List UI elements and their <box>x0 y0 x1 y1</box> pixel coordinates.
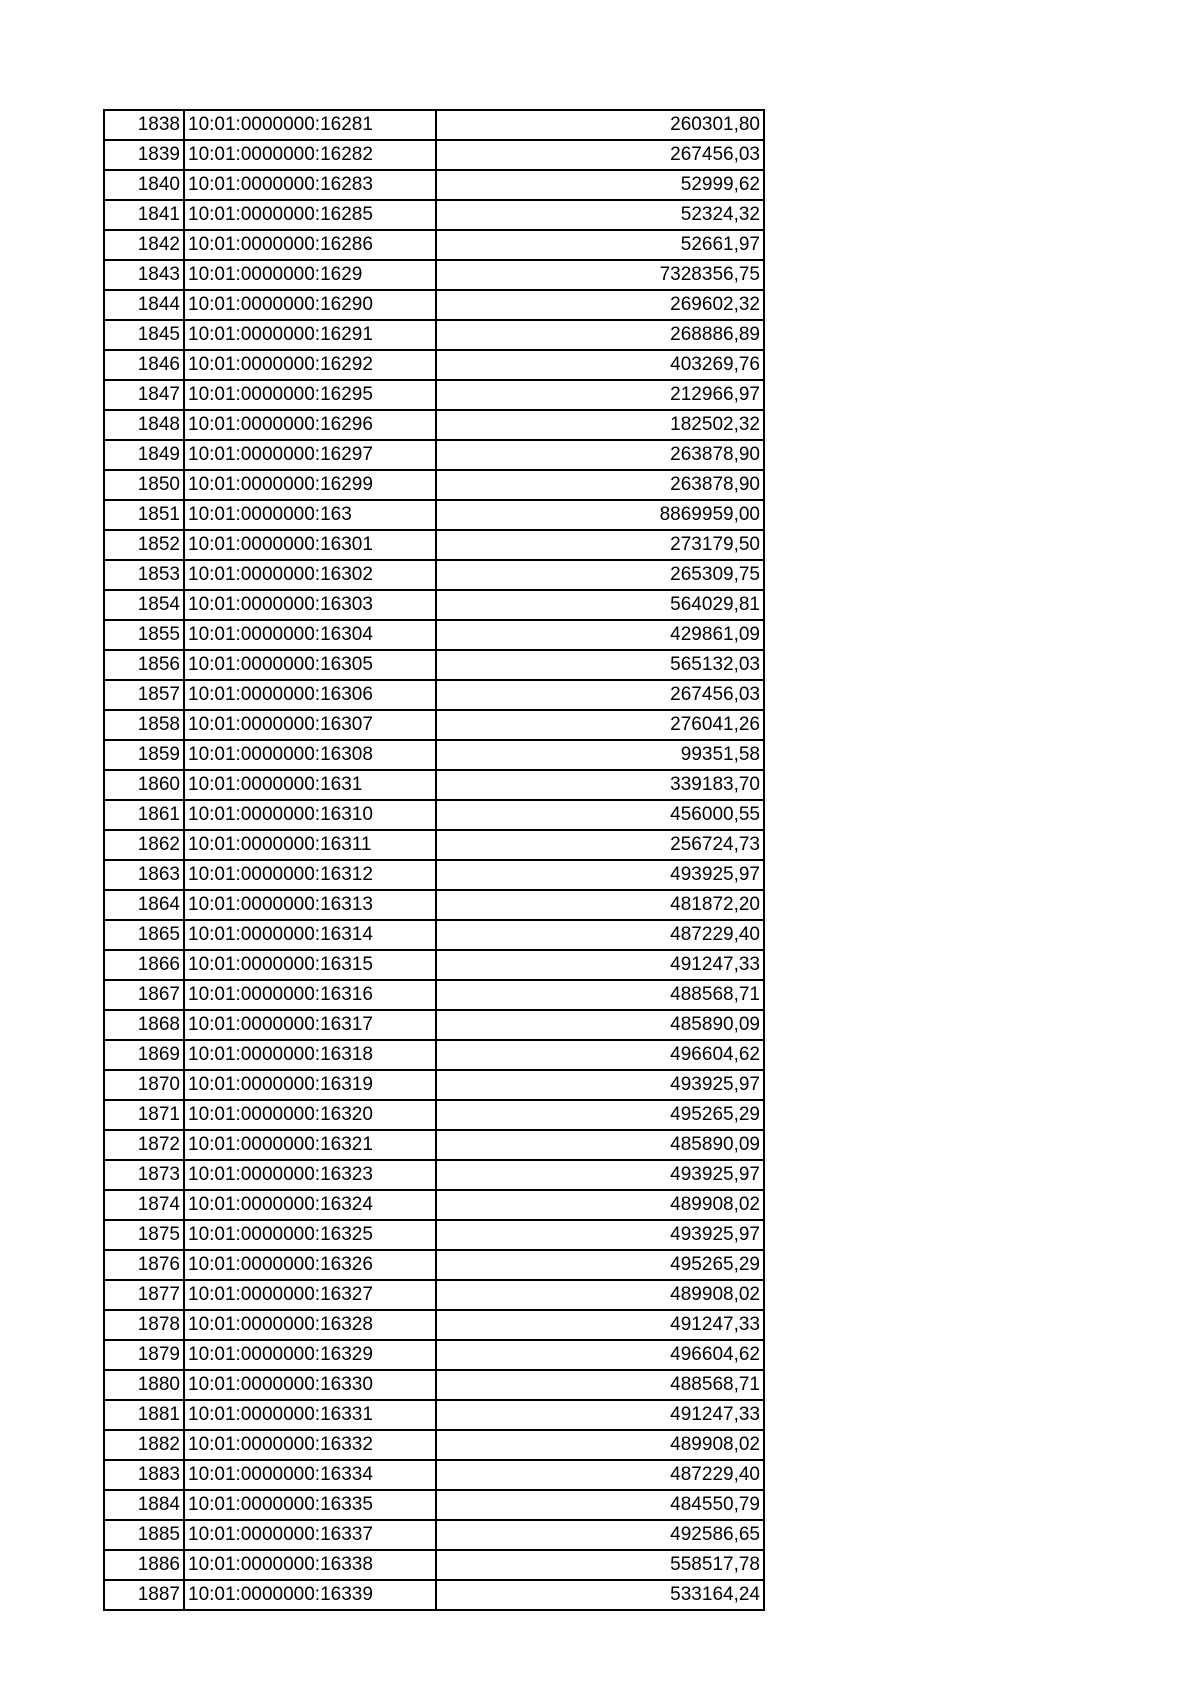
cadastral-number-cell: 10:01:0000000:16310 <box>184 800 436 830</box>
cadastral-number-cell: 10:01:0000000:16327 <box>184 1280 436 1310</box>
row-number-cell: 1849 <box>104 440 184 470</box>
row-number-cell: 1855 <box>104 620 184 650</box>
cadastral-number-cell: 10:01:0000000:16281 <box>184 110 436 140</box>
row-number-cell: 1854 <box>104 590 184 620</box>
value-cell: 565132,03 <box>436 650 764 680</box>
value-cell: 273179,50 <box>436 530 764 560</box>
row-number-cell: 1840 <box>104 170 184 200</box>
table-row <box>104 680 764 710</box>
table-row <box>104 1400 764 1430</box>
value-cell: 487229,40 <box>436 920 764 950</box>
value-cell: 491247,33 <box>436 1400 764 1430</box>
row-number-cell: 1869 <box>104 1040 184 1070</box>
row-number-cell: 1877 <box>104 1280 184 1310</box>
table-row <box>104 1430 764 1460</box>
table-row <box>104 140 764 170</box>
row-number-cell: 1862 <box>104 830 184 860</box>
value-cell: 267456,03 <box>436 140 764 170</box>
row-number-cell: 1859 <box>104 740 184 770</box>
cadastral-number-cell: 10:01:0000000:16319 <box>184 1070 436 1100</box>
cadastral-number-cell: 10:01:0000000:16296 <box>184 410 436 440</box>
value-cell: 269602,32 <box>436 290 764 320</box>
table-row <box>104 1070 764 1100</box>
row-number-cell: 1839 <box>104 140 184 170</box>
row-number-cell: 1844 <box>104 290 184 320</box>
row-number-cell: 1851 <box>104 500 184 530</box>
row-number-cell: 1861 <box>104 800 184 830</box>
table-row <box>104 1190 764 1220</box>
row-number-cell: 1842 <box>104 230 184 260</box>
row-number-cell: 1853 <box>104 560 184 590</box>
table-row <box>104 200 764 230</box>
value-cell: 52999,62 <box>436 170 764 200</box>
value-cell: 263878,90 <box>436 440 764 470</box>
table-row <box>104 770 764 800</box>
row-number-cell: 1858 <box>104 710 184 740</box>
table-body <box>104 110 764 1610</box>
cadastral-number-cell: 10:01:0000000:16295 <box>184 380 436 410</box>
row-number-cell: 1856 <box>104 650 184 680</box>
cadastral-number-cell: 10:01:0000000:16334 <box>184 1460 436 1490</box>
cadastral-number-cell: 10:01:0000000:16339 <box>184 1580 436 1610</box>
cadastral-number-cell: 10:01:0000000:16314 <box>184 920 436 950</box>
cadastral-number-cell: 10:01:0000000:16313 <box>184 890 436 920</box>
table-row <box>104 290 764 320</box>
cadastral-number-cell: 10:01:0000000:16324 <box>184 1190 436 1220</box>
cadastral-number-cell: 10:01:0000000:16320 <box>184 1100 436 1130</box>
row-number-cell: 1876 <box>104 1250 184 1280</box>
value-cell: 484550,79 <box>436 1490 764 1520</box>
table-row <box>104 230 764 260</box>
row-number-cell: 1875 <box>104 1220 184 1250</box>
row-number-cell: 1880 <box>104 1370 184 1400</box>
row-number-cell: 1871 <box>104 1100 184 1130</box>
table-row <box>104 1040 764 1070</box>
data-table <box>103 109 765 1611</box>
value-cell: 533164,24 <box>436 1580 764 1610</box>
cadastral-number-cell: 10:01:0000000:16290 <box>184 290 436 320</box>
row-number-cell: 1865 <box>104 920 184 950</box>
table-row <box>104 470 764 500</box>
cadastral-number-cell: 10:01:0000000:16337 <box>184 1520 436 1550</box>
row-number-cell: 1867 <box>104 980 184 1010</box>
value-cell: 339183,70 <box>436 770 764 800</box>
cadastral-number-cell: 10:01:0000000:16282 <box>184 140 436 170</box>
value-cell: 276041,26 <box>436 710 764 740</box>
table-row <box>104 380 764 410</box>
value-cell: 491247,33 <box>436 950 764 980</box>
cadastral-number-cell: 10:01:0000000:16332 <box>184 1430 436 1460</box>
cadastral-number-cell: 10:01:0000000:16335 <box>184 1490 436 1520</box>
cadastral-number-cell: 10:01:0000000:16329 <box>184 1340 436 1370</box>
row-number-cell: 1863 <box>104 860 184 890</box>
row-number-cell: 1864 <box>104 890 184 920</box>
row-number-cell: 1845 <box>104 320 184 350</box>
table-row <box>104 920 764 950</box>
table-row <box>104 950 764 980</box>
value-cell: 558517,78 <box>436 1550 764 1580</box>
table-row <box>104 740 764 770</box>
table-row <box>104 410 764 440</box>
table-row <box>104 650 764 680</box>
value-cell: 99351,58 <box>436 740 764 770</box>
row-number-cell: 1874 <box>104 1190 184 1220</box>
value-cell: 495265,29 <box>436 1100 764 1130</box>
row-number-cell: 1884 <box>104 1490 184 1520</box>
table-row <box>104 1310 764 1340</box>
row-number-cell: 1886 <box>104 1550 184 1580</box>
value-cell: 496604,62 <box>436 1040 764 1070</box>
table-row <box>104 350 764 380</box>
cadastral-number-cell: 10:01:0000000:16315 <box>184 950 436 980</box>
table-row <box>104 890 764 920</box>
table-row <box>104 530 764 560</box>
cadastral-number-cell: 10:01:0000000:16299 <box>184 470 436 500</box>
value-cell: 52324,32 <box>436 200 764 230</box>
table-row <box>104 590 764 620</box>
row-number-cell: 1873 <box>104 1160 184 1190</box>
cadastral-number-cell: 10:01:0000000:163 <box>184 500 436 530</box>
cadastral-number-cell: 10:01:0000000:16325 <box>184 1220 436 1250</box>
value-cell: 481872,20 <box>436 890 764 920</box>
row-number-cell: 1879 <box>104 1340 184 1370</box>
cadastral-number-cell: 10:01:0000000:16330 <box>184 1370 436 1400</box>
table-row <box>104 1250 764 1280</box>
row-number-cell: 1860 <box>104 770 184 800</box>
cadastral-number-cell: 10:01:0000000:16302 <box>184 560 436 590</box>
value-cell: 487229,40 <box>436 1460 764 1490</box>
cadastral-number-cell: 10:01:0000000:16308 <box>184 740 436 770</box>
cadastral-number-cell: 10:01:0000000:16301 <box>184 530 436 560</box>
cadastral-number-cell: 10:01:0000000:16303 <box>184 590 436 620</box>
cadastral-number-cell: 10:01:0000000:16321 <box>184 1130 436 1160</box>
table-row <box>104 260 764 290</box>
value-cell: 403269,76 <box>436 350 764 380</box>
table-row <box>104 1550 764 1580</box>
table-row <box>104 1580 764 1610</box>
cadastral-number-cell: 10:01:0000000:16316 <box>184 980 436 1010</box>
row-number-cell: 1841 <box>104 200 184 230</box>
value-cell: 485890,09 <box>436 1010 764 1040</box>
table-row <box>104 1100 764 1130</box>
value-cell: 260301,80 <box>436 110 764 140</box>
value-cell: 268886,89 <box>436 320 764 350</box>
table-row <box>104 710 764 740</box>
cadastral-number-cell: 10:01:0000000:16291 <box>184 320 436 350</box>
cadastral-number-cell: 10:01:0000000:16312 <box>184 860 436 890</box>
value-cell: 267456,03 <box>436 680 764 710</box>
value-cell: 493925,97 <box>436 1160 764 1190</box>
value-cell: 8869959,00 <box>436 500 764 530</box>
cadastral-number-cell: 10:01:0000000:16317 <box>184 1010 436 1040</box>
cadastral-number-cell: 10:01:0000000:16304 <box>184 620 436 650</box>
value-cell: 429861,09 <box>436 620 764 650</box>
cadastral-number-cell: 10:01:0000000:16305 <box>184 650 436 680</box>
value-cell: 182502,32 <box>436 410 764 440</box>
value-cell: 456000,55 <box>436 800 764 830</box>
value-cell: 495265,29 <box>436 1250 764 1280</box>
row-number-cell: 1847 <box>104 380 184 410</box>
value-cell: 7328356,75 <box>436 260 764 290</box>
table-row <box>104 1370 764 1400</box>
row-number-cell: 1866 <box>104 950 184 980</box>
table-row <box>104 500 764 530</box>
value-cell: 212966,97 <box>436 380 764 410</box>
row-number-cell: 1848 <box>104 410 184 440</box>
row-number-cell: 1852 <box>104 530 184 560</box>
table-row <box>104 620 764 650</box>
cadastral-number-cell: 10:01:0000000:16307 <box>184 710 436 740</box>
row-number-cell: 1872 <box>104 1130 184 1160</box>
cadastral-number-cell: 10:01:0000000:16323 <box>184 1160 436 1190</box>
cadastral-number-cell: 10:01:0000000:16297 <box>184 440 436 470</box>
cadastral-number-cell: 10:01:0000000:16285 <box>184 200 436 230</box>
table-row <box>104 1280 764 1310</box>
value-cell: 52661,97 <box>436 230 764 260</box>
table-row <box>104 800 764 830</box>
row-number-cell: 1868 <box>104 1010 184 1040</box>
table-row <box>104 440 764 470</box>
cadastral-number-cell: 10:01:0000000:16338 <box>184 1550 436 1580</box>
value-cell: 496604,62 <box>436 1340 764 1370</box>
row-number-cell: 1881 <box>104 1400 184 1430</box>
row-number-cell: 1887 <box>104 1580 184 1610</box>
cadastral-number-cell: 10:01:0000000:16283 <box>184 170 436 200</box>
row-number-cell: 1843 <box>104 260 184 290</box>
value-cell: 491247,33 <box>436 1310 764 1340</box>
cadastral-number-cell: 10:01:0000000:16331 <box>184 1400 436 1430</box>
cadastral-number-cell: 10:01:0000000:16311 <box>184 830 436 860</box>
row-number-cell: 1850 <box>104 470 184 500</box>
cadastral-number-cell: 10:01:0000000:16286 <box>184 230 436 260</box>
row-number-cell: 1882 <box>104 1430 184 1460</box>
table-row <box>104 1490 764 1520</box>
table-row <box>104 1220 764 1250</box>
value-cell: 493925,97 <box>436 860 764 890</box>
value-cell: 488568,71 <box>436 980 764 1010</box>
row-number-cell: 1885 <box>104 1520 184 1550</box>
table-row <box>104 170 764 200</box>
table-row <box>104 1160 764 1190</box>
table-row <box>104 1010 764 1040</box>
table-row <box>104 980 764 1010</box>
cadastral-number-cell: 10:01:0000000:16326 <box>184 1250 436 1280</box>
cadastral-number-cell: 10:01:0000000:16292 <box>184 350 436 380</box>
row-number-cell: 1883 <box>104 1460 184 1490</box>
row-number-cell: 1838 <box>104 110 184 140</box>
cadastral-number-cell: 10:01:0000000:1629 <box>184 260 436 290</box>
table-row <box>104 320 764 350</box>
value-cell: 489908,02 <box>436 1190 764 1220</box>
value-cell: 265309,75 <box>436 560 764 590</box>
table-row <box>104 110 764 140</box>
table-row <box>104 830 764 860</box>
cadastral-number-cell: 10:01:0000000:16328 <box>184 1310 436 1340</box>
table-row <box>104 560 764 590</box>
table-row <box>104 1520 764 1550</box>
value-cell: 493925,97 <box>436 1070 764 1100</box>
cadastral-number-cell: 10:01:0000000:16318 <box>184 1040 436 1070</box>
row-number-cell: 1857 <box>104 680 184 710</box>
value-cell: 489908,02 <box>436 1430 764 1460</box>
row-number-cell: 1870 <box>104 1070 184 1100</box>
table-row <box>104 860 764 890</box>
table-row <box>104 1340 764 1370</box>
value-cell: 493925,97 <box>436 1220 764 1250</box>
value-cell: 489908,02 <box>436 1280 764 1310</box>
row-number-cell: 1846 <box>104 350 184 380</box>
value-cell: 564029,81 <box>436 590 764 620</box>
table-row <box>104 1460 764 1490</box>
value-cell: 485890,09 <box>436 1130 764 1160</box>
cadastral-number-cell: 10:01:0000000:16306 <box>184 680 436 710</box>
value-cell: 263878,90 <box>436 470 764 500</box>
value-cell: 492586,65 <box>436 1520 764 1550</box>
cadastral-number-cell: 10:01:0000000:1631 <box>184 770 436 800</box>
table-row <box>104 1130 764 1160</box>
row-number-cell: 1878 <box>104 1310 184 1340</box>
value-cell: 256724,73 <box>436 830 764 860</box>
value-cell: 488568,71 <box>436 1370 764 1400</box>
